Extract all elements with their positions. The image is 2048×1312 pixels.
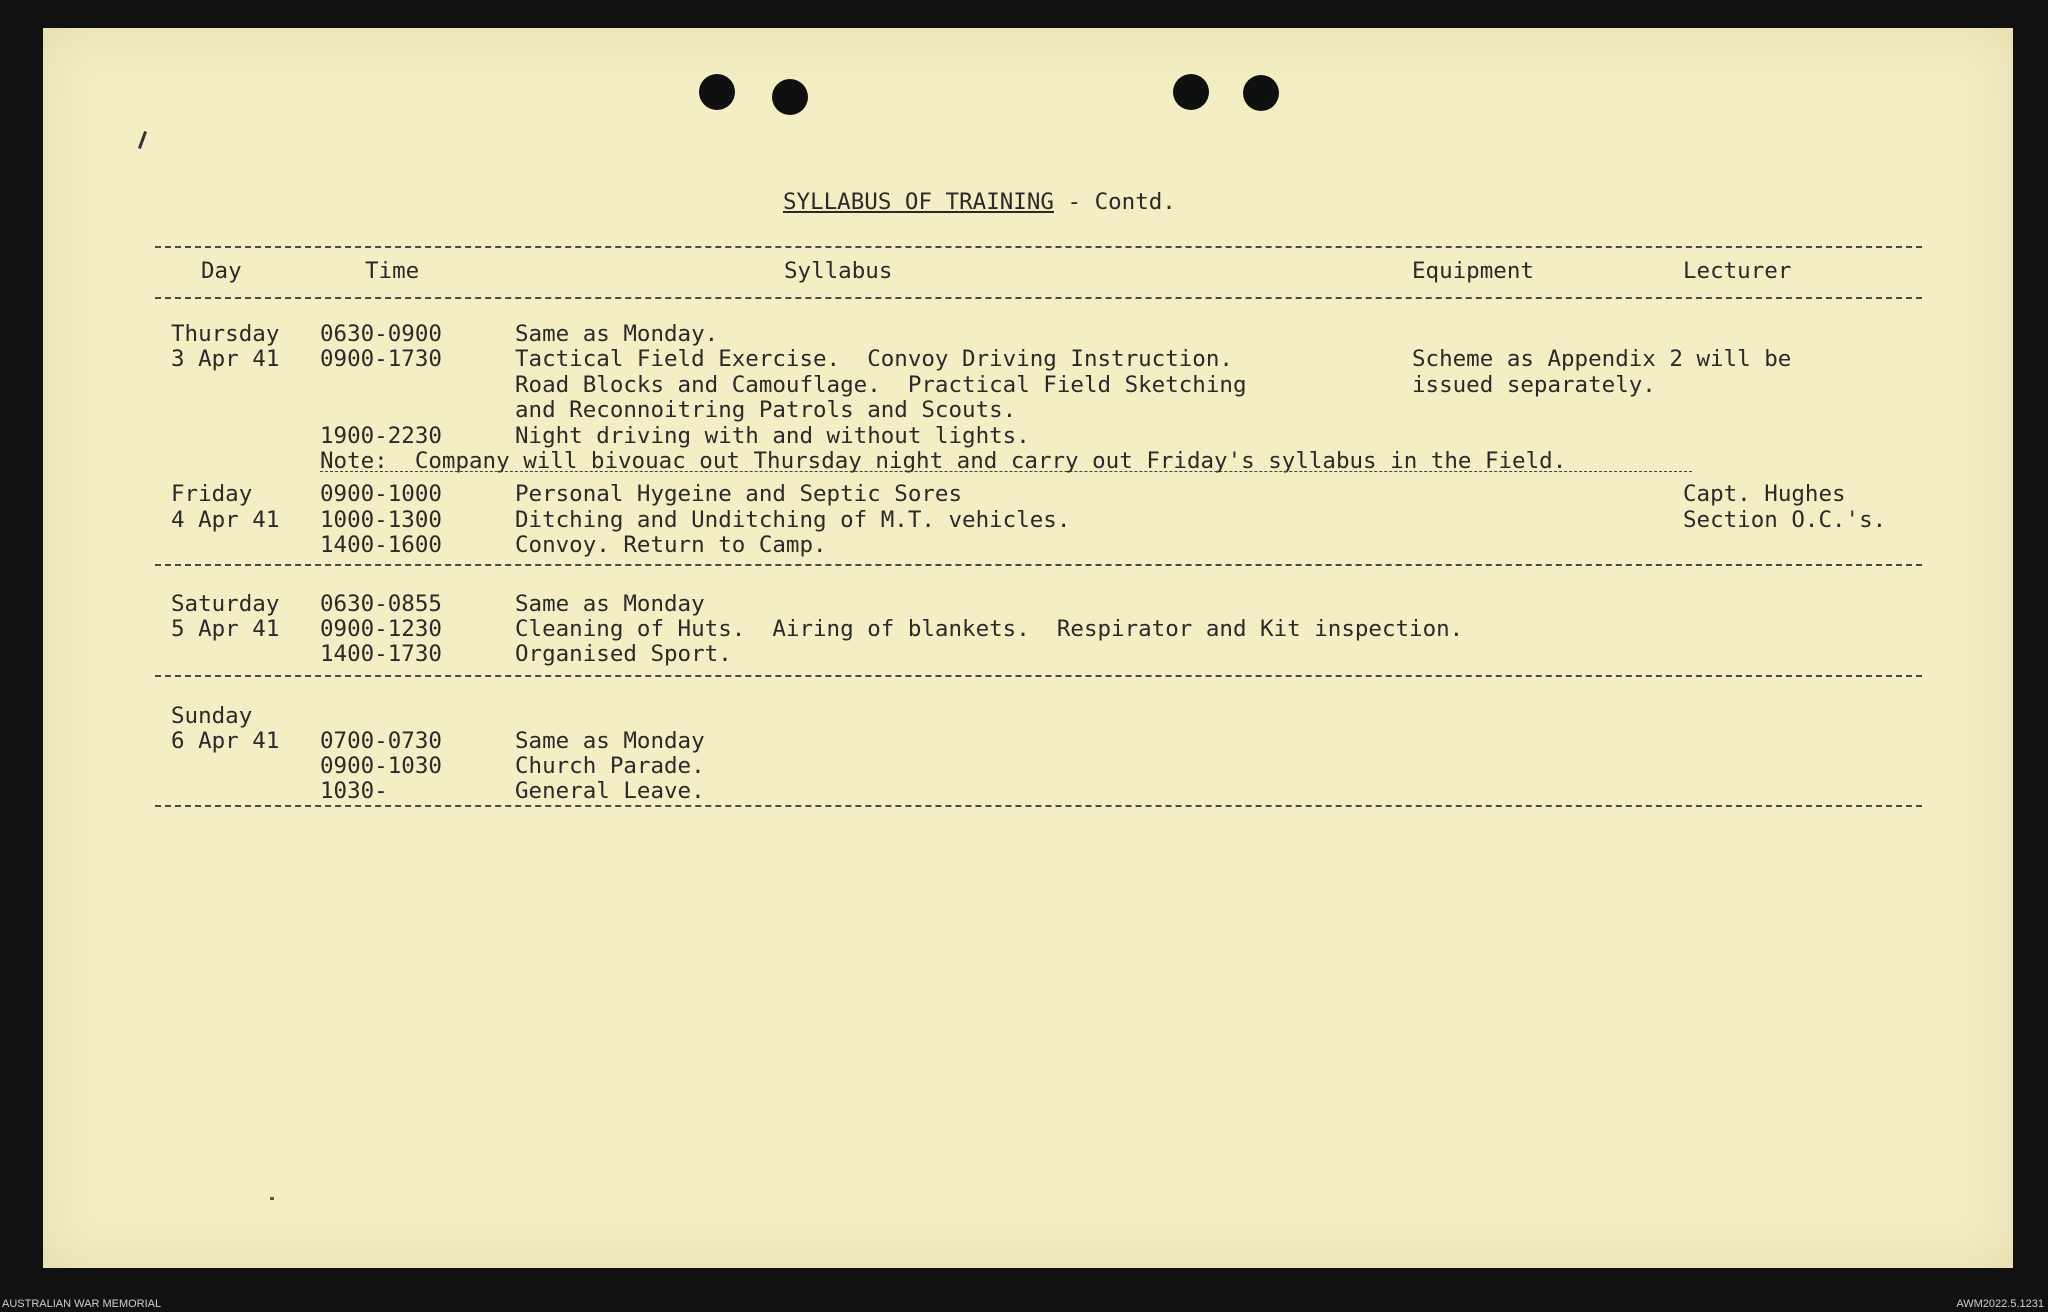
saturday-syllabus-2: Cleaning of Huts. Airing of blankets. Respirator and Kit inspection. xyxy=(515,616,1464,642)
sunday-syllabus-3: General Leave. xyxy=(515,778,705,804)
punch-hole xyxy=(1173,74,1209,110)
friday-syllabus-1: Personal Hygeine and Septic Sores xyxy=(515,481,963,507)
header-rule xyxy=(155,297,1922,299)
thursday-day: Thursday xyxy=(171,321,280,347)
footer-accession: AWM2022.5.1231 xyxy=(1956,1298,2044,1310)
thursday-equipment-2: issued separately. xyxy=(1412,372,1656,398)
header-lecturer: Lecturer xyxy=(1683,258,1792,284)
top-rule xyxy=(155,246,1922,248)
sunday-time-2: 0900-1030 xyxy=(320,753,442,779)
friday-day: Friday xyxy=(171,481,253,507)
friday-lecturer-2: Section O.C.'s. xyxy=(1683,507,1887,533)
sunday-syllabus-2: Church Parade. xyxy=(515,753,705,779)
note-underline xyxy=(320,471,1692,472)
saturday-time-1: 0630-0855 xyxy=(320,591,442,617)
saturday-end-rule xyxy=(155,675,1922,677)
sunday-syllabus-1: Same as Monday xyxy=(515,728,705,754)
punch-hole xyxy=(699,74,735,110)
saturday-day: Saturday xyxy=(171,591,280,617)
sunday-time-1: 0700-0730 xyxy=(320,728,442,754)
header-syllabus: Syllabus xyxy=(784,258,893,284)
sunday-end-rule xyxy=(155,805,1922,807)
header-day: Day xyxy=(201,258,242,284)
thursday-syllabus-2b: Road Blocks and Camouflage. Practical Field Sketching xyxy=(515,372,1247,398)
friday-syllabus-3: Convoy. Return to Camp. xyxy=(515,532,827,558)
thursday-syllabus-1: Same as Monday. xyxy=(515,321,719,347)
friday-syllabus-2: Ditching and Unditching of M.T. vehicles. xyxy=(515,507,1071,533)
thursday-syllabus-3: Night driving with and without lights. xyxy=(515,423,1030,449)
sunday-time-3: 1030- xyxy=(320,778,388,804)
thursday-date: 3 Apr 41 xyxy=(171,346,280,372)
sunday-date: 6 Apr 41 xyxy=(171,728,280,754)
title-suffix: - Contd. xyxy=(1053,189,1176,215)
thursday-syllabus-2a: Tactical Field Exercise. Convoy Driving Instruction. xyxy=(515,346,1233,372)
friday-lecturer-1: Capt. Hughes xyxy=(1683,481,1846,507)
thursday-note: Note: Company will bivouac out Thursday night and carry out Friday's syllabus in the Field. xyxy=(320,448,1567,474)
saturday-syllabus-1: Same as Monday xyxy=(515,591,705,617)
friday-end-rule xyxy=(155,564,1922,566)
saturday-time-3: 1400-1730 xyxy=(320,641,442,667)
thursday-equipment-1: Scheme as Appendix 2 will be xyxy=(1412,346,1792,372)
thursday-time-2: 0900-1730 xyxy=(320,346,442,372)
footer-source: AUSTRALIAN WAR MEMORIAL xyxy=(2,1298,162,1310)
friday-time-3: 1400-1600 xyxy=(320,532,442,558)
friday-time-1: 0900-1000 xyxy=(320,481,442,507)
sunday-day: Sunday xyxy=(171,703,253,729)
friday-time-2: 1000-1300 xyxy=(320,507,442,533)
header-time: Time xyxy=(365,258,420,284)
thursday-syllabus-2c: and Reconnoitring Patrols and Scouts. xyxy=(515,397,1017,423)
thursday-time-3: 1900-2230 xyxy=(320,423,442,449)
friday-date: 4 Apr 41 xyxy=(171,507,280,533)
header-equipment: Equipment xyxy=(1412,258,1534,284)
punch-hole xyxy=(772,79,808,115)
saturday-syllabus-3: Organised Sport. xyxy=(515,641,732,667)
page-title xyxy=(783,190,1176,216)
title-underlined: SYLLABUS OF TRAINING xyxy=(783,189,1054,215)
saturday-date: 5 Apr 41 xyxy=(171,616,280,642)
thursday-time-1: 0630-0900 xyxy=(320,321,442,347)
ink-dot xyxy=(270,1197,274,1200)
saturday-time-2: 0900-1230 xyxy=(320,616,442,642)
punch-hole xyxy=(1243,75,1279,111)
